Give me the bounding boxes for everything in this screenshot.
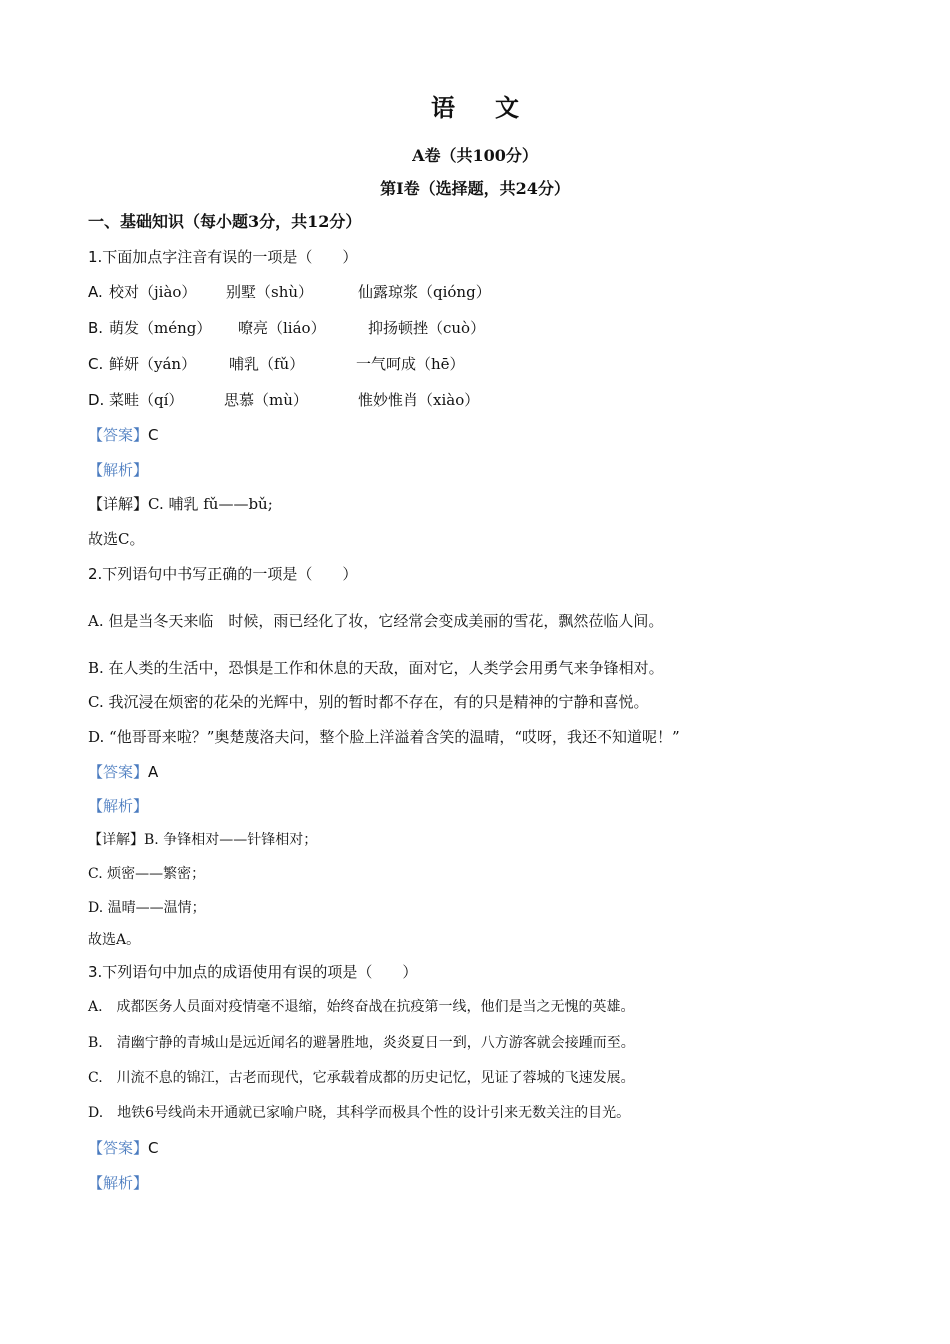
answer-value: C bbox=[148, 426, 159, 444]
answer-value: C bbox=[148, 1139, 159, 1157]
question-3-option-c: C. 川流不息的锦江，古老而现代，它承载着成都的历史记忆，见证了蓉城的飞速发展。 bbox=[88, 1070, 635, 1086]
question-2-analysis-tag: 【解析】 bbox=[88, 797, 149, 815]
part-one-heading: 第Ⅰ卷（选择题，共24分） bbox=[380, 179, 570, 198]
question-1-option-b bbox=[88, 318, 486, 338]
document-title: 语文 bbox=[431, 93, 559, 122]
section-heading: 一、基础知识（每小题3分，共12分） bbox=[88, 212, 362, 231]
option-item: 别墅（shù） bbox=[226, 283, 314, 301]
volume-a-heading: A卷（共100分） bbox=[412, 146, 538, 165]
question-1-conclusion: 故选C。 bbox=[88, 530, 145, 548]
question-2-detail-c: C. 烦密——繁密； bbox=[88, 866, 206, 882]
option-item: 嘹亮（liáo） bbox=[238, 319, 326, 337]
option-label: D. bbox=[88, 391, 105, 409]
option-item: 哺乳（fǔ） bbox=[229, 355, 305, 373]
option-item: 惟妙惟肖（xiào） bbox=[358, 391, 480, 409]
question-2-conclusion: 故选A。 bbox=[88, 932, 141, 948]
question-1-option-a bbox=[88, 282, 491, 302]
question-2-stem: 2.下列语句中书写正确的一项是（ ） bbox=[88, 565, 358, 583]
question-1-answer bbox=[88, 425, 159, 445]
question-1-option-c bbox=[88, 354, 465, 374]
answer-tag: 【答案】 bbox=[88, 1139, 149, 1157]
question-1-analysis-tag: 【解析】 bbox=[88, 461, 149, 479]
question-3-option-a: A. 成都医务人员面对疫情毫不退缩，始终奋战在抗疫第一线，他们是当之无愧的英雄。 bbox=[88, 999, 635, 1015]
option-item: 校对（jiào） bbox=[109, 283, 197, 301]
option-item: 菜畦（qí） bbox=[109, 391, 184, 409]
question-1-detail: 【详解】C. 哺乳 fǔ——bǔ; bbox=[88, 495, 273, 513]
option-item: 鲜妍（yán） bbox=[109, 355, 197, 373]
option-item: 萌发（méng） bbox=[109, 319, 212, 337]
question-3-analysis-tag: 【解析】 bbox=[88, 1174, 149, 1192]
option-label: A. bbox=[88, 283, 103, 301]
option-item: 一气呵成（hē） bbox=[356, 355, 465, 373]
option-item: 抑扬顿挫（cuò） bbox=[368, 319, 486, 337]
question-2-option-b: B. 在人类的生活中，恐惧是工作和休息的天敌，面对它，人类学会用勇气来争锋相对。 bbox=[88, 659, 664, 677]
option-item: 仙露琼浆（qióng） bbox=[358, 283, 491, 301]
question-2-detail: 【详解】B. 争锋相对——针锋相对； bbox=[88, 832, 318, 848]
question-1-option-d bbox=[88, 390, 480, 410]
question-3-stem: 3.下列语句中加点的成语使用有误的项是（ ） bbox=[88, 963, 418, 981]
answer-value: A bbox=[148, 763, 159, 781]
option-item: 思慕（mù） bbox=[224, 391, 308, 409]
question-2-answer bbox=[88, 762, 158, 782]
question-3-answer bbox=[88, 1138, 159, 1158]
question-2-option-c: C. 我沉浸在烦密的花朵的光辉中，别的暂时都不存在，有的只是精神的宁静和喜悦。 bbox=[88, 693, 649, 711]
question-1-stem: 1.下面加点字注音有误的一项是（ ） bbox=[88, 248, 358, 266]
question-2-option-d: D. “他哥哥来啦？”奥楚蔑洛夫问，整个脸上洋溢着含笑的温晴，“哎呀，我还不知道呢！” bbox=[88, 728, 680, 746]
question-3-option-b: B. 清幽宁静的青城山是远近闻名的避暑胜地，炎炎夏日一到，八方游客就会接踵而至。 bbox=[88, 1035, 635, 1051]
question-2-option-a: A. 但是当冬天来临 时候，雨已经化了妆，它经常会变成美丽的雪花，飘然莅临人间。 bbox=[88, 612, 664, 630]
option-label: C. bbox=[88, 355, 104, 373]
answer-tag: 【答案】 bbox=[88, 426, 149, 444]
question-3-option-d: D. 地铁6号线尚未开通就已家喻户晓，其科学而极具个性的设计引来无数关注的目光。 bbox=[88, 1105, 631, 1121]
option-label: B. bbox=[88, 319, 104, 337]
answer-tag: 【答案】 bbox=[88, 763, 149, 781]
question-2-detail-d: D. 温晴——温情； bbox=[88, 900, 206, 916]
